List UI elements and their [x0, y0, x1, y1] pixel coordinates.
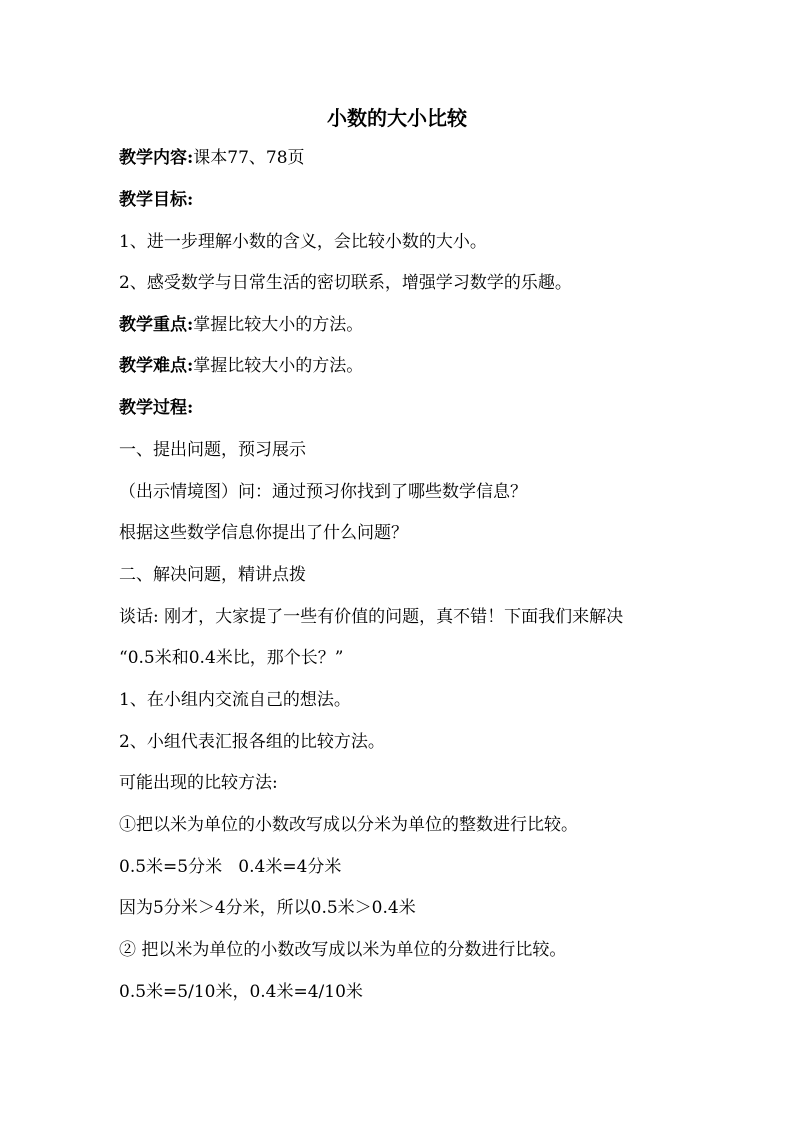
- key-point-line: [119, 313, 363, 337]
- content-value: 课本77、78页: [193, 148, 305, 168]
- step-2-talk-1: 谈话: 刚才，大家提了一些有价值的问题，真不错！下面我们来解决: [119, 607, 624, 627]
- step-1-line-2: 根据这些数学信息你提出了什么问题？: [119, 523, 408, 543]
- method-1-conclusion: 因为5分米＞4分米，所以0.5米＞0.4米: [119, 898, 416, 918]
- goal-1: 1、进一步理解小数的含义，会比较小数的大小。: [119, 232, 487, 252]
- step-2-item-2: 2、小组代表汇报各组的比较方法。: [119, 732, 385, 752]
- difficulty-label: 教学难点:: [119, 356, 194, 376]
- content-line: [119, 146, 305, 170]
- step-2-heading: 二、解决问题，精讲点拨: [119, 565, 306, 585]
- goals-heading: 教学目标:: [119, 190, 194, 210]
- key-point-value: 掌握比较大小的方法。: [193, 315, 364, 335]
- methods-intro: 可能出现的比较方法:: [119, 773, 278, 793]
- step-1-line-1: （出示情境图）问：通过预习你找到了哪些数学信息？: [119, 482, 527, 502]
- difficulty-line: [119, 354, 363, 378]
- process-heading: 教学过程:: [119, 398, 194, 418]
- method-2-equation: 0.5米=5/10米，0.4米=4/10米: [119, 982, 363, 1002]
- content-label: 教学内容:: [119, 148, 194, 168]
- method-2: ② 把以米为单位的小数改写成以米为单位的分数进行比较。: [119, 940, 567, 960]
- method-1: ①把以米为单位的小数改写成以分米为单位的整数进行比较。: [119, 815, 578, 835]
- method-1-equation: 0.5米=5分米 0.4米=4分米: [119, 857, 342, 877]
- document-title: 小数的大小比较: [327, 106, 467, 130]
- step-2-talk-2: “0.5米和0.4米比，那个长？”: [119, 648, 344, 668]
- goal-2: 2、感受数学与日常生活的密切联系，增强学习数学的乐趣。: [119, 273, 572, 293]
- step-2-item-1: 1、在小组内交流自己的想法。: [119, 690, 351, 710]
- step-1-heading: 一、提出问题，预习展示: [119, 440, 306, 460]
- difficulty-value: 掌握比较大小的方法。: [193, 356, 364, 376]
- key-point-label: 教学重点:: [119, 315, 194, 335]
